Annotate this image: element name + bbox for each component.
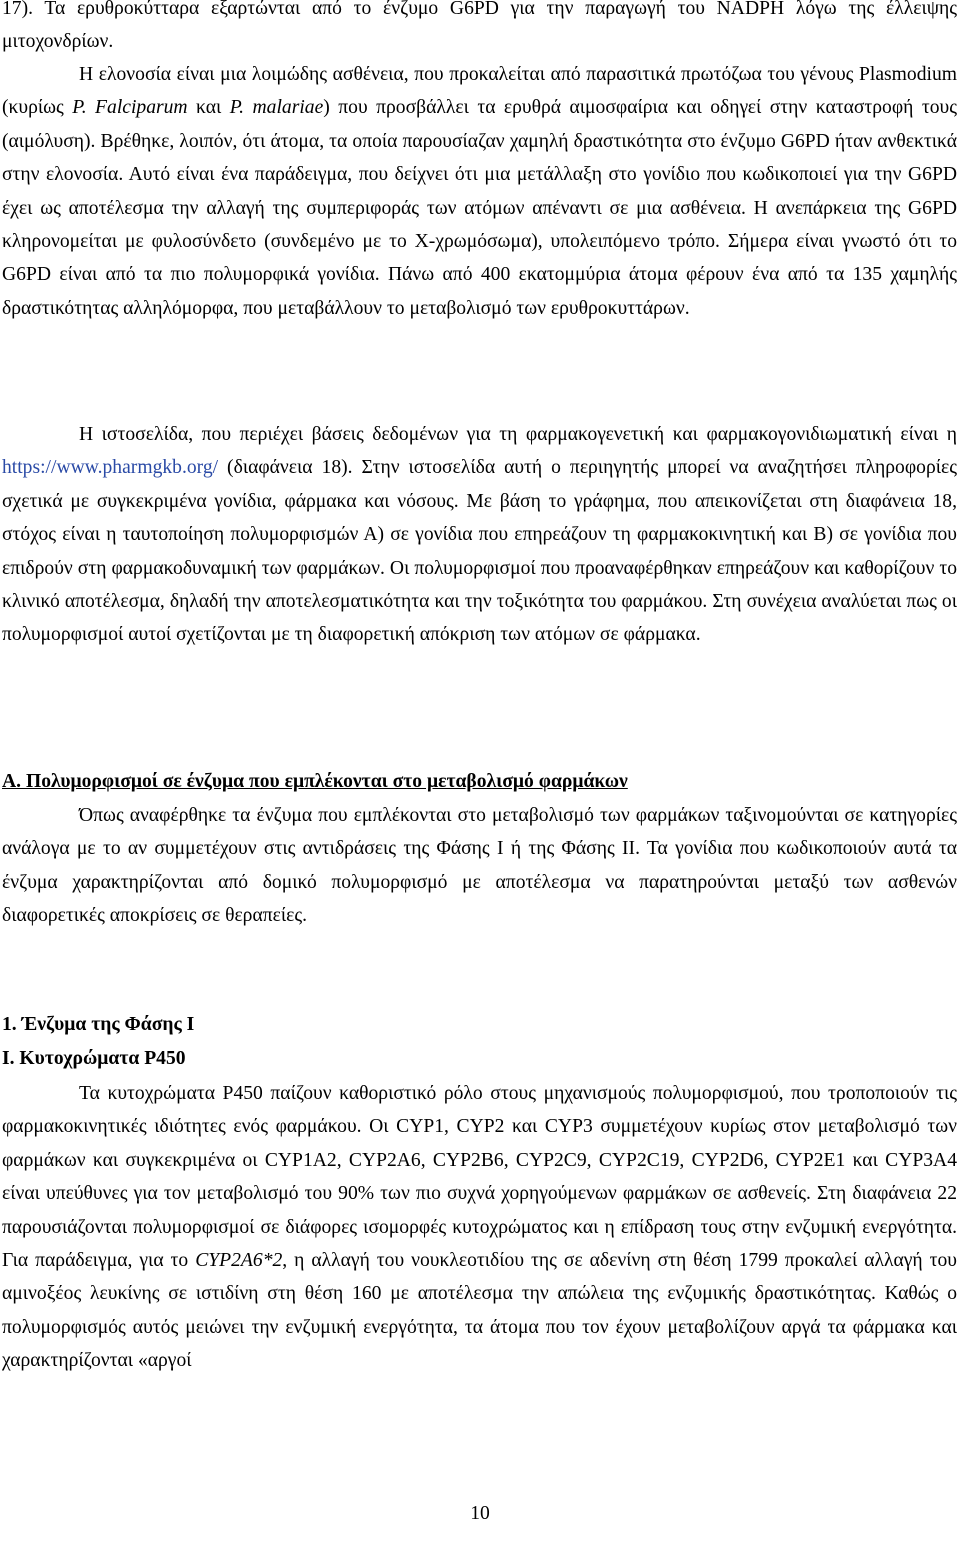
paragraph-p450 — [2, 1077, 957, 1378]
paragraph-phase-enzymes — [2, 799, 957, 933]
paragraph-pharmgkb — [2, 418, 957, 652]
paragraph-text: (διαφάνεια 18). Στην ιστοσελίδα αυτή ο περιηγητής μπορεί να αναζητήσει πληροφορίες σχετικά με συγκεκριμένα γονίδια, φάρμακα και νόσους. Με βάση το γράφημα, που απεικονίζεται στη διαφάνεια 18, στόχος είναι η ταυτοποίηση πολυμορφισμών Α) σε γονίδια που επηρεάζουν τη φαρμακοκινητική και Β) σε γονίδια που επιδρούν στη φαρμακοδυναμική των φαρμάκων. Οι πολυμορφισμοί που προαναφέρθηκαν επηρεάζουν και καθορίζουν το κλινικό αποτέλεσμα, δηλαδή την αποτελεσματικότητα και την τοξικότητα του φαρμάκου. Στη συνέχεια αναλύεται πως οι πολυμορφισμοί αυτοί σχετίζονται με τη διαφορετική απόκριση των ατόμων σε φάρμακα. — [2, 457, 957, 646]
paragraph-text: Τα κυτοχρώματα P450 παίζουν καθοριστικό ρόλο στους μηχανισμούς πολυμορφισμού, που τροποποιούν τις φαρμακοκινητικές ιδιότητες ενός φαρμάκου. Οι CYP1, CYP2 και CYP3 συμμετέχουν κυρίως στον μεταβολισμό των φαρμάκων και συγκεκριμένα οι CYP1A2, CYP2A6, CYP2B6, CYP2C9, CYP2C19, CYP2D6, CYP2E1 και CYP3A4 είναι υπεύθυνες για τον μεταβολισμό του 90% των πιο συχνά χορηγούμενων φαρμάκων σε ασθενείς. Στη διαφάνεια 22 παρουσιάζονται πολυμορφισμοί σε διάφορες ισομορφές κυτοχρώματος και η επίδραση τους στην ενζυμική ενεργότητα. Για παράδειγμα, για το — [2, 1083, 957, 1272]
paragraph-text: και — [187, 97, 230, 119]
section-heading-cytochromes: Ι. Κυτοχρώματα P450 — [2, 1048, 186, 1069]
paragraph-text: Όπως αναφέρθηκε τα ένζυμα που εμπλέκονται στο μεταβολισμό των φαρμάκων ταξινομούνται σε κατηγορίες ανάλογα με το αν συμμετέχουν στις αντιδράσεις της Φάσης Ι ή της Φάσης ΙΙ. Τα γονίδια που κωδικοποιούν αυτά τα ένζυμα χαρακτηρίζονται από δομικό πολυμορφισμό με αποτέλεσμα να παρατηρούνται μεταξύ των ασθενών διαφορετικές αποκρίσεις σε θεραπείες. — [2, 805, 957, 927]
paragraph-text: , η αλλαγή του νουκλεοτιδίου της σε αδενίνη στη θέση 1799 προκαλεί αλλαγή του αμινοξέος λευκίνης σε ιστιδίνη στη θέση 160 με αποτέλεσμα την απώλεια της ενζυμικής δραστικότητας. Καθώς ο πολυμορφισμός αυτός μειώνει την ενζυμική ενεργότητα, τα άτομα που τον έχουν μεταβολίζουν αργά τα φάρμακα και χαρακτηρίζονται «αργοί — [2, 1250, 957, 1372]
paragraph-text: 17). Τα ερυθροκύτταρα εξαρτώνται από το ένζυμο G6PD για την παραγωγή του NADPH λόγω της έλλειψης μιτοχονδρίων. — [2, 0, 957, 53]
paragraph-text: Η ιστοσελίδα, που περιέχει βάσεις δεδομένων για τη φαρμακογενετική και φαρμακογονιδιωματική είναι η — [79, 424, 957, 445]
allele-name: CYP2A6*2 — [195, 1250, 283, 1272]
paragraph-g6pd-intro — [2, 0, 957, 59]
paragraph-text: ) που προσβάλλει τα ερυθρά αιμοσφαίρια και οδηγεί στην καταστροφή τους (αιμόλυση). Βρέθηκε, λοιπόν, ότι άτομα, τα οποία παρουσίαζαν χαμηλή δραστικότητα στο ένζυμο G6PD ήταν ανθεκτικά στην ελονοσία. Αυτό είναι ένα παράδειγμα, που δείχνει ότι μια μετάλλαξη στο γονίδιο που κωδικοποιεί για την G6PD έχει ως αποτέλεσμα την αλλαγή της συμπεριφοράς των ατόμων απέναντι σε μια ασθένεια. Η ανεπάρκεια της G6PD κληρονομείται με φυλοσύνδετο (συνδεμένο με το Χ-χρωμόσωμα), υπολειπόμενο τρόπο. Σήμερα είναι γνωστό ότι το G6PD είναι από τα πιο πολυμορφικά γονίδια. Πάνω από 400 εκατομμύρια άτομα φέρουν ένα από τα 135 χαμηλής δραστικότητας αλληλόμορφα, που μεταβάλλουν το μεταβολισμό των ερυθροκυττάρων. — [2, 97, 957, 319]
pharmgkb-link[interactable]: https://www.pharmgkb.org/ — [2, 457, 219, 479]
section-heading-a: Α. Πολυμορφισμοί σε ένζυμα που εμπλέκονται στο μεταβολισμό φαρμάκων — [2, 771, 628, 792]
species-name: P. malariae — [229, 97, 324, 119]
paragraph-malaria — [2, 58, 957, 325]
paragraph-text: Η ελονοσία είναι μια λοιμώδης ασθένεια, που προκαλείται από παρασιτικά πρωτόζωα του γένους Plasmodium (κυρίως — [2, 64, 957, 119]
section-heading-phase-1: 1. Ένζυμα της Φάσης Ι — [2, 1014, 195, 1035]
page-number: 10 — [470, 1503, 490, 1524]
species-name: P. Falciparum — [72, 97, 188, 119]
